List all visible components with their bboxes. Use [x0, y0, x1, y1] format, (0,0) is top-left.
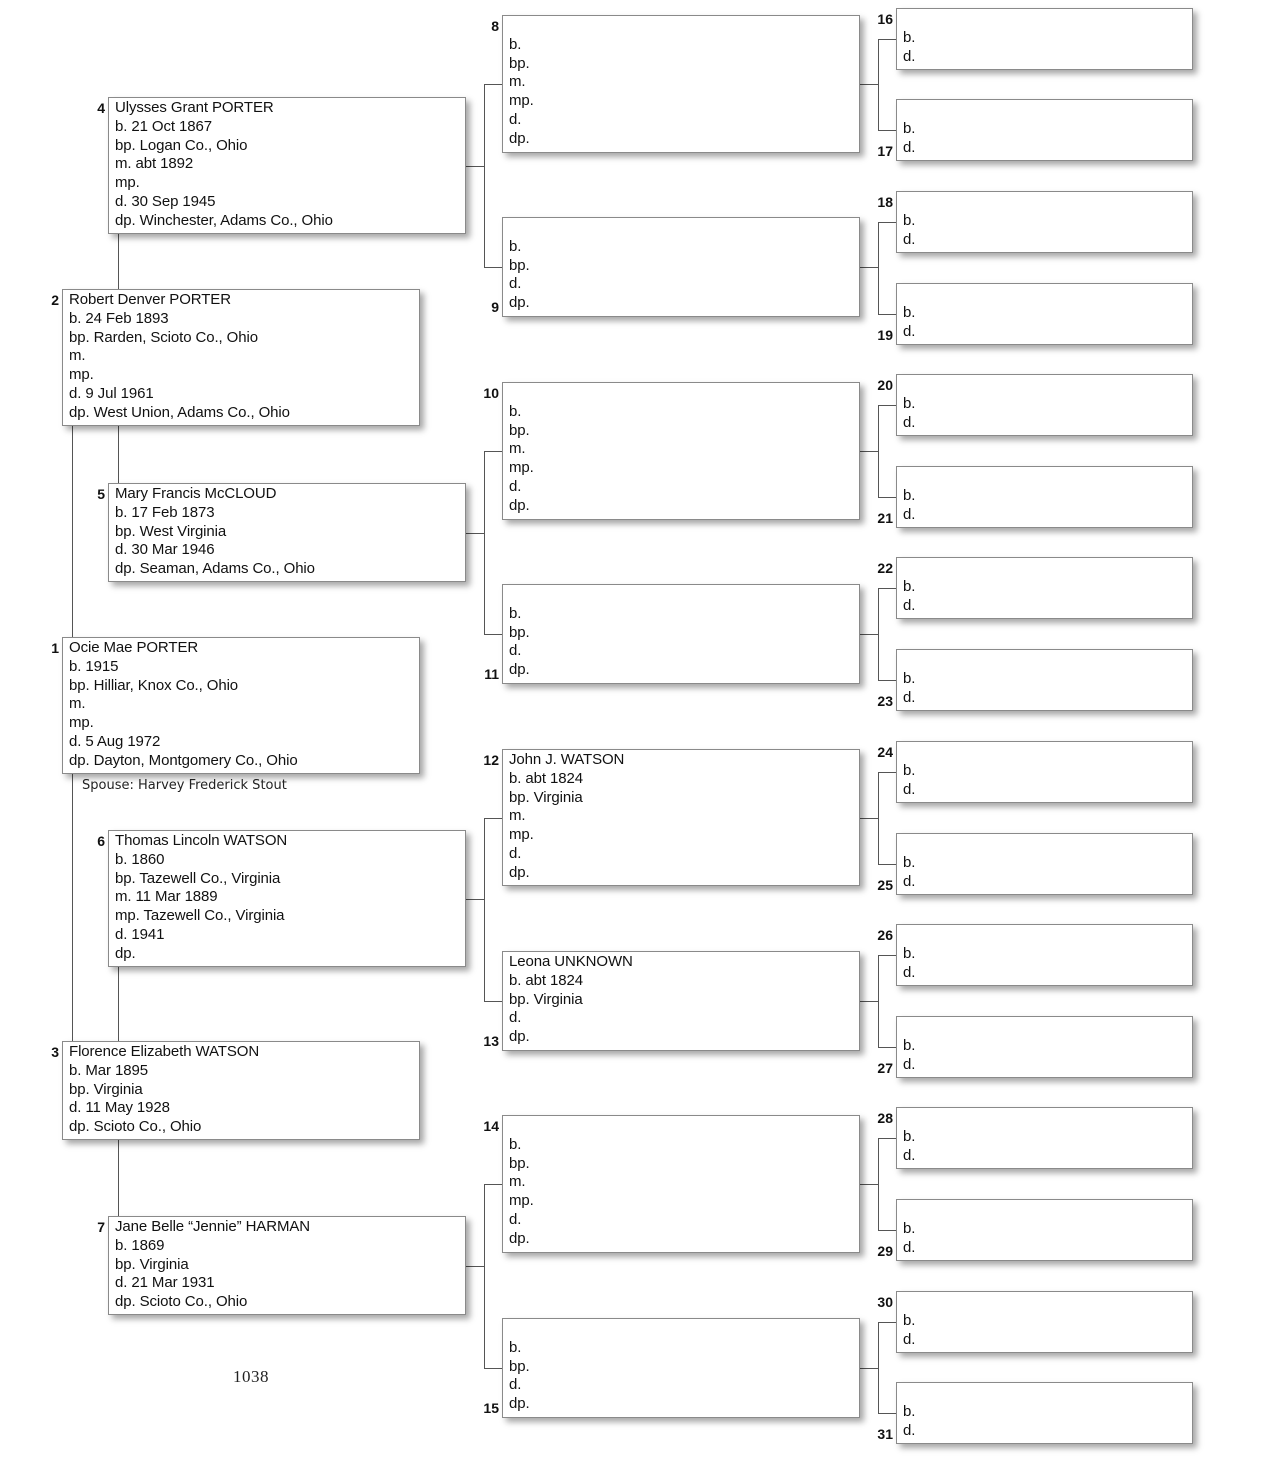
connector-line — [466, 166, 484, 167]
connector-line — [878, 222, 879, 314]
person-fact: m. — [509, 440, 526, 458]
person-name — [903, 101, 1192, 120]
ahnentafel-number: 7 — [97, 1219, 105, 1235]
person-name — [509, 384, 859, 403]
person-fact: b. 1869 — [115, 1236, 165, 1254]
connector-line — [860, 1184, 878, 1185]
connector-line — [878, 955, 896, 956]
person-box-13 — [502, 951, 860, 1051]
person-name: Ulysses Grant PORTER — [115, 99, 274, 116]
person-box-18 — [896, 191, 1193, 253]
person-name — [903, 559, 1192, 578]
connector-line — [878, 1138, 879, 1230]
person-box-7 — [108, 1216, 466, 1315]
ahnentafel-number: 27 — [877, 1060, 893, 1076]
person-fact: b. — [903, 303, 916, 321]
person-fact: d. — [509, 844, 522, 862]
connector-line — [484, 1184, 485, 1368]
person-fact: d. — [903, 780, 916, 798]
person-fact: b. — [903, 669, 916, 687]
connector-line — [878, 1413, 896, 1414]
ahnentafel-number: 24 — [877, 744, 893, 760]
person-fact: d. — [903, 1055, 916, 1073]
person-name — [903, 651, 1192, 670]
person-fact: d. — [903, 596, 916, 614]
person-fact: dp. Scioto Co., Ohio — [69, 1118, 202, 1136]
person-fact: mp. — [115, 174, 140, 192]
person-box-27 — [896, 1016, 1193, 1078]
person-name — [903, 1018, 1192, 1037]
ahnentafel-number: 3 — [51, 1044, 59, 1060]
person-fact: d. — [903, 138, 916, 156]
person-fact: d. — [903, 1146, 916, 1164]
ahnentafel-number: 18 — [877, 194, 893, 210]
person-fact: d. — [903, 963, 916, 981]
connector-line — [878, 864, 896, 865]
ahnentafel-number: 15 — [483, 1400, 499, 1416]
person-name — [903, 926, 1192, 945]
person-fact: b. — [903, 944, 916, 962]
person-box-17 — [896, 99, 1193, 161]
person-name: Ocie Mae PORTER — [69, 639, 199, 656]
person-box-20 — [896, 374, 1193, 436]
connector-line — [878, 1230, 896, 1231]
ahnentafel-number: 14 — [483, 1118, 499, 1134]
person-name: Leona UNKNOWN — [509, 953, 633, 970]
person-fact: b. — [903, 1311, 916, 1329]
connector-line — [878, 588, 879, 680]
ahnentafel-number: 25 — [877, 877, 893, 893]
person-name — [509, 1117, 859, 1136]
person-fact: d. — [903, 505, 916, 523]
person-box-15 — [502, 1318, 860, 1418]
person-fact: m. — [509, 1173, 526, 1191]
ahnentafel-number: 22 — [877, 560, 893, 576]
person-box-9 — [502, 217, 860, 317]
connector-line — [860, 84, 878, 85]
connector-line — [878, 405, 896, 406]
person-name: Thomas Lincoln WATSON — [115, 832, 288, 849]
connector-line — [118, 234, 119, 289]
person-box-14 — [502, 1115, 860, 1253]
connector-line — [118, 426, 119, 483]
person-box-5 — [108, 483, 466, 582]
person-fact: dp. — [509, 1028, 530, 1046]
connector-line — [878, 680, 896, 681]
person-fact: m. — [69, 695, 86, 713]
ahnentafel-number: 29 — [877, 1243, 893, 1259]
person-box-3 — [62, 1041, 420, 1140]
connector-line — [878, 1322, 879, 1413]
person-name: John J. WATSON — [509, 751, 625, 768]
person-box-19 — [896, 283, 1193, 345]
connector-line — [878, 1047, 896, 1048]
person-fact: dp. — [509, 661, 530, 679]
ahnentafel-number: 4 — [97, 100, 105, 116]
person-name: Jane Belle “Jennie” HARMAN — [115, 1218, 310, 1235]
person-fact: m. — [509, 807, 526, 825]
person-fact: d. — [509, 477, 522, 495]
ahnentafel-number: 23 — [877, 693, 893, 709]
ahnentafel-number: 1 — [51, 640, 59, 656]
person-fact: dp. — [509, 1229, 530, 1247]
person-fact: bp. — [509, 1154, 530, 1172]
person-fact: b. — [903, 853, 916, 871]
person-name — [903, 10, 1192, 29]
connector-line — [878, 955, 879, 1047]
spouse-note: Spouse: Harvey Frederick Stout — [82, 778, 287, 793]
ahnentafel-number: 9 — [491, 299, 499, 315]
connector-line — [484, 634, 502, 635]
person-fact: bp. West Virginia — [115, 522, 227, 540]
person-fact: dp. — [509, 129, 530, 147]
ahnentafel-number: 6 — [97, 833, 105, 849]
person-fact: bp. Virginia — [115, 1255, 189, 1273]
ahnentafel-number: 11 — [484, 666, 499, 682]
person-box-23 — [896, 649, 1193, 711]
person-fact: bp. — [509, 256, 530, 274]
ahnentafel-number: 12 — [483, 752, 499, 768]
person-fact: d. 9 Jul 1961 — [69, 384, 154, 402]
connector-line — [484, 1184, 502, 1185]
person-fact: d. 21 Mar 1931 — [115, 1274, 215, 1292]
connector-line — [484, 267, 502, 268]
person-fact: b. — [903, 761, 916, 779]
person-name — [509, 219, 859, 238]
person-fact: b. — [903, 28, 916, 46]
connector-line — [878, 772, 879, 864]
person-fact: d. — [509, 1210, 522, 1228]
person-box-6 — [108, 830, 466, 967]
connector-line — [878, 405, 879, 497]
person-fact: dp. Seaman, Adams Co., Ohio — [115, 560, 315, 578]
person-name — [903, 1384, 1192, 1403]
person-fact: mp. — [69, 366, 94, 384]
connector-line — [860, 451, 878, 452]
person-fact: mp. — [69, 714, 94, 732]
connector-line — [878, 39, 896, 40]
person-name — [903, 468, 1192, 487]
person-name — [903, 835, 1192, 854]
person-fact: d. — [509, 642, 522, 660]
ahnentafel-number: 19 — [877, 327, 893, 343]
person-fact: b. 1860 — [115, 850, 165, 868]
connector-line — [484, 818, 502, 819]
person-fact: mp. — [509, 826, 534, 844]
person-fact: d. — [509, 110, 522, 128]
person-fact: b. abt 1824 — [509, 971, 583, 989]
person-fact: mp. — [509, 1192, 534, 1210]
person-box-2 — [62, 289, 420, 426]
person-box-11 — [502, 584, 860, 684]
person-fact: d. — [509, 1009, 522, 1027]
person-box-28 — [896, 1107, 1193, 1169]
person-fact: d. 30 Mar 1946 — [115, 541, 215, 559]
person-fact: d. — [903, 1330, 916, 1348]
person-fact: d. — [903, 1421, 916, 1439]
person-fact: bp. Logan Co., Ohio — [115, 136, 248, 154]
person-fact: b. 24 Feb 1893 — [69, 309, 169, 327]
connector-line — [484, 1368, 502, 1369]
person-fact: d. 30 Sep 1945 — [115, 192, 216, 210]
person-box-12 — [502, 749, 860, 886]
connector-line — [878, 130, 896, 131]
connector-line — [878, 222, 896, 223]
ahnentafel-number: 5 — [97, 486, 105, 502]
ahnentafel-number: 2 — [51, 292, 59, 308]
person-fact: bp. Virginia — [509, 990, 583, 1008]
connector-line — [878, 314, 896, 315]
person-fact: mp. Tazewell Co., Virginia — [115, 907, 285, 925]
person-fact: b. — [509, 402, 522, 420]
person-fact: bp. Virginia — [509, 788, 583, 806]
connector-line — [484, 1001, 502, 1002]
ahnentafel-number: 8 — [491, 18, 499, 34]
person-fact: m. — [69, 347, 86, 365]
connector-line — [484, 451, 502, 452]
person-fact: d. — [903, 872, 916, 890]
ahnentafel-number: 20 — [877, 377, 893, 393]
person-fact: b. — [903, 577, 916, 595]
connector-line — [878, 588, 896, 589]
person-fact: b. — [903, 486, 916, 504]
person-fact: dp. — [509, 863, 530, 881]
person-name — [509, 586, 859, 605]
ahnentafel-number: 28 — [877, 1110, 893, 1126]
person-fact: dp. — [509, 294, 530, 312]
connector-line — [878, 772, 896, 773]
ahnentafel-number: 30 — [877, 1294, 893, 1310]
person-box-1 — [62, 637, 420, 774]
connector-line — [860, 1368, 878, 1369]
connector-line — [860, 818, 878, 819]
person-fact: dp. Dayton, Montgomery Co., Ohio — [69, 751, 298, 769]
person-name — [903, 1109, 1192, 1128]
person-fact: d. 11 May 1928 — [69, 1099, 170, 1117]
ahnentafel-number: 10 — [483, 385, 499, 401]
person-fact: mp. — [509, 459, 534, 477]
person-fact: b. — [903, 1127, 916, 1145]
person-fact: b. 17 Feb 1873 — [115, 503, 215, 521]
person-name: Mary Francis McCLOUD — [115, 485, 277, 502]
person-box-26 — [896, 924, 1193, 986]
ahnentafel-number: 16 — [877, 11, 893, 27]
person-fact: m. abt 1892 — [115, 155, 194, 173]
person-fact: m. 11 Mar 1889 — [115, 888, 218, 906]
person-fact: bp. Hilliar, Knox Co., Ohio — [69, 676, 239, 694]
connector-line — [860, 1001, 878, 1002]
person-fact: b. 21 Oct 1867 — [115, 117, 213, 135]
connector-line — [878, 1322, 896, 1323]
person-fact: b. abt 1824 — [509, 769, 583, 787]
connector-line — [484, 84, 485, 267]
person-box-25 — [896, 833, 1193, 895]
person-fact: b. — [903, 1402, 916, 1420]
person-fact: mp. — [509, 92, 534, 110]
person-fact: d. — [903, 230, 916, 248]
person-box-22 — [896, 557, 1193, 619]
connector-line — [860, 267, 878, 268]
person-fact: d. — [903, 688, 916, 706]
person-fact: b. — [509, 604, 522, 622]
person-fact: bp. Virginia — [69, 1080, 143, 1098]
ahnentafel-number: 26 — [877, 927, 893, 943]
person-fact: d. 1941 — [115, 925, 165, 943]
person-box-30 — [896, 1291, 1193, 1353]
person-fact: d. — [903, 413, 916, 431]
person-fact: b. — [903, 1036, 916, 1054]
person-fact: bp. — [509, 421, 530, 439]
person-box-24 — [896, 741, 1193, 803]
connector-line — [118, 1140, 119, 1216]
person-fact: b. — [509, 35, 522, 53]
person-name — [903, 285, 1192, 304]
connector-line — [466, 899, 484, 900]
person-box-10 — [502, 382, 860, 520]
person-fact: d. — [903, 47, 916, 65]
person-name — [903, 743, 1192, 762]
person-name — [509, 17, 859, 36]
person-box-21 — [896, 466, 1193, 528]
person-fact: d. — [903, 1238, 916, 1256]
person-fact: dp. — [509, 1395, 530, 1413]
connector-line — [878, 497, 896, 498]
person-fact: b. Mar 1895 — [69, 1061, 148, 1079]
person-fact: b. — [903, 1219, 916, 1237]
connector-line — [484, 84, 502, 85]
person-box-16 — [896, 8, 1193, 70]
ahnentafel-number: 21 — [877, 510, 893, 526]
person-fact: d. — [509, 275, 522, 293]
connector-line — [878, 39, 879, 130]
person-fact: dp. — [509, 496, 530, 514]
connector-line — [484, 451, 485, 634]
person-fact: bp. — [509, 54, 530, 72]
person-fact: d. — [509, 1376, 522, 1394]
person-fact: dp. West Union, Adams Co., Ohio — [69, 403, 290, 421]
connector-line — [860, 634, 878, 635]
ahnentafel-number: 13 — [483, 1033, 499, 1049]
person-fact: dp. Winchester, Adams Co., Ohio — [115, 211, 333, 229]
person-fact: m. — [509, 73, 526, 91]
person-fact: b. — [903, 119, 916, 137]
connector-line — [466, 1266, 484, 1267]
person-box-29 — [896, 1199, 1193, 1261]
person-fact: b. — [509, 237, 522, 255]
ahnentafel-number: 17 — [877, 143, 893, 159]
person-fact: b. — [509, 1338, 522, 1356]
person-name — [903, 376, 1192, 395]
person-fact: bp. Rarden, Scioto Co., Ohio — [69, 328, 258, 346]
person-name — [903, 193, 1192, 212]
person-fact: dp. — [115, 944, 136, 962]
person-name: Florence Elizabeth WATSON — [69, 1043, 260, 1060]
person-box-8 — [502, 15, 860, 153]
person-fact: d. 5 Aug 1972 — [69, 732, 161, 750]
connector-line — [118, 967, 119, 1041]
ahnentafel-number: 31 — [877, 1426, 893, 1442]
person-name — [903, 1201, 1192, 1220]
person-name — [903, 1293, 1192, 1312]
person-fact: bp. — [509, 623, 530, 641]
person-name — [509, 1320, 859, 1339]
person-fact: bp. — [509, 1357, 530, 1375]
person-fact: b. 1915 — [69, 657, 119, 675]
connector-line — [878, 1138, 896, 1139]
person-box-4 — [108, 97, 466, 234]
person-fact: b. — [903, 394, 916, 412]
person-fact: b. — [509, 1135, 522, 1153]
page-number: 1038 — [233, 1367, 269, 1386]
person-fact: bp. Tazewell Co., Virginia — [115, 869, 281, 887]
person-fact: d. — [903, 322, 916, 340]
person-box-31 — [896, 1382, 1193, 1444]
person-fact: dp. Scioto Co., Ohio — [115, 1293, 248, 1311]
connector-line — [484, 818, 485, 1002]
connector-line — [466, 533, 484, 534]
person-fact: b. — [903, 211, 916, 229]
person-name: Robert Denver PORTER — [69, 291, 231, 308]
